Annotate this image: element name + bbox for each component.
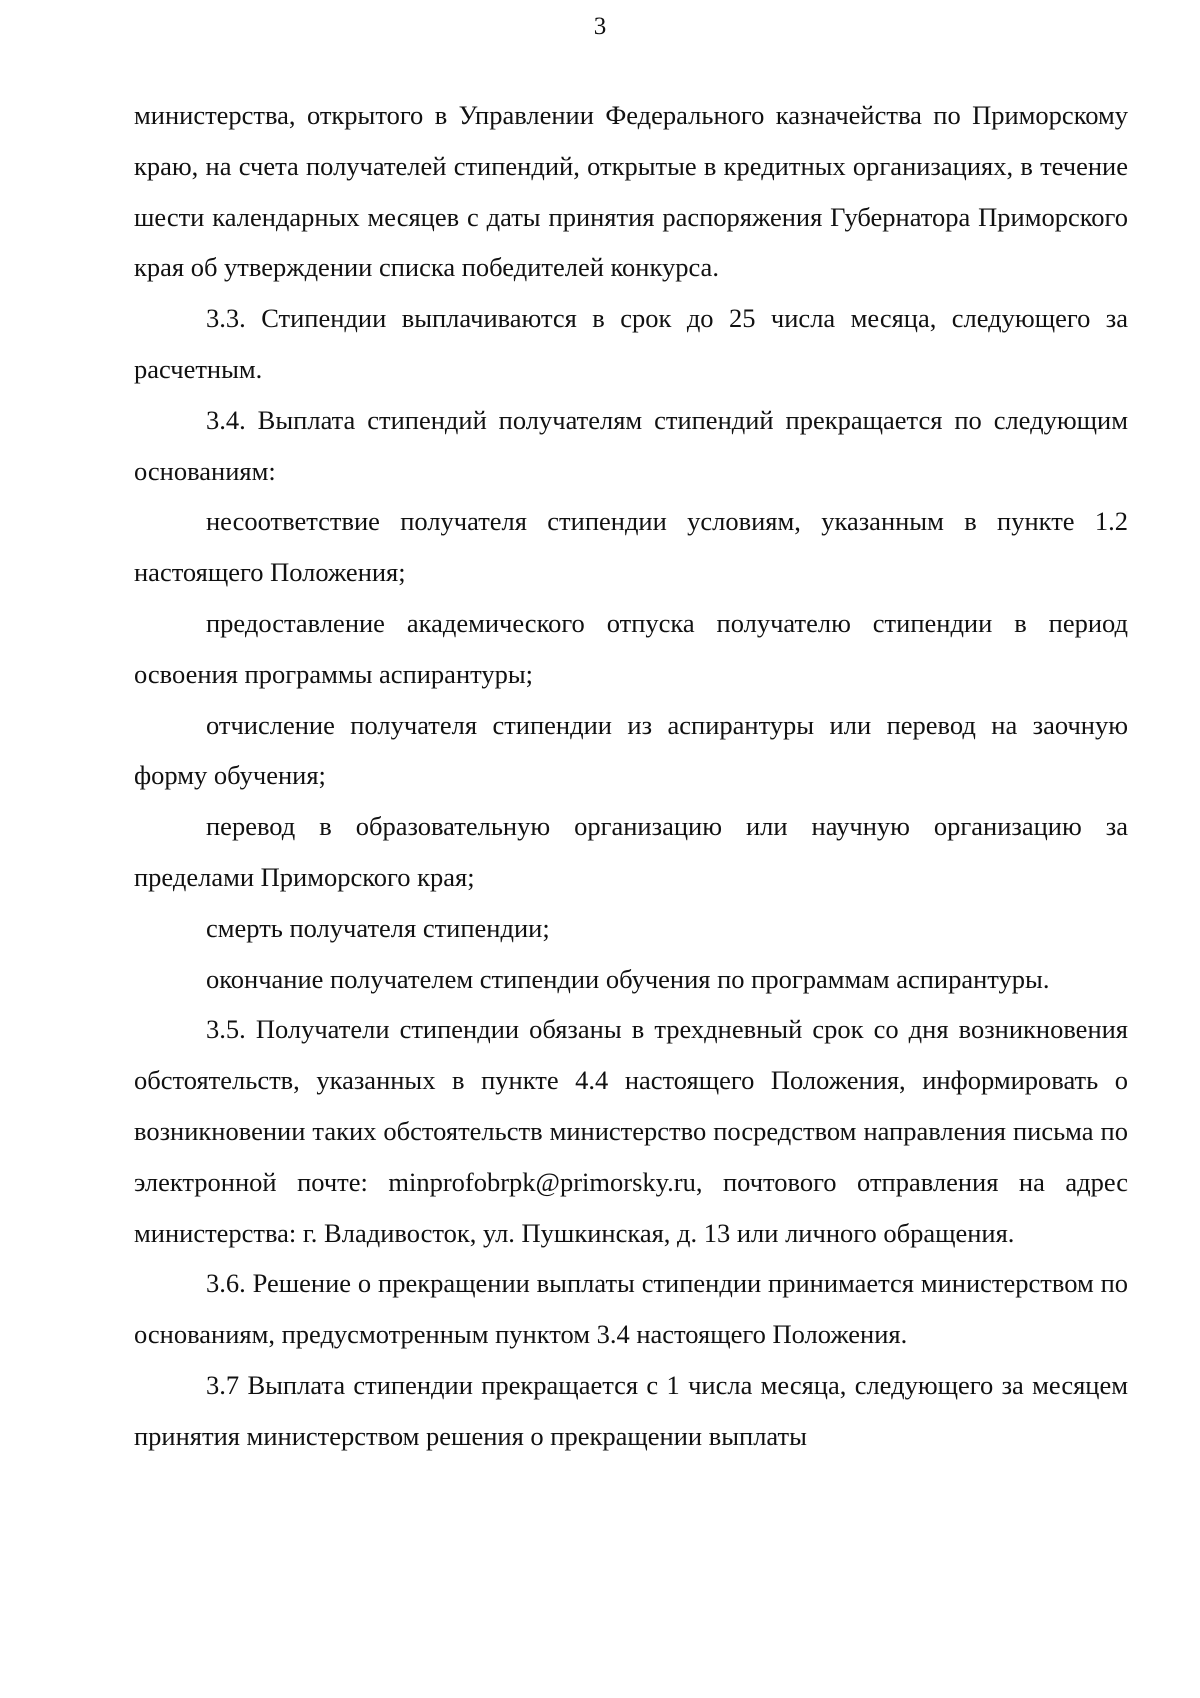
document-body bbox=[134, 90, 1128, 1462]
list-item-3-4-c: отчисление получателя стипендии из аспирантуры или перевод на заочную форму обучения; bbox=[134, 709, 1128, 791]
list-item-3-4-f: окончание получателем стипендии обучения по программам аспирантуры. bbox=[206, 963, 1050, 994]
paragraph-continuation: министерства, открытого в Управлении Федерального казначейства по Приморскому краю, на счета получателей стипендий, открытые в кредитных организациях, в течение шести календарных месяцев с даты принятия распоряжения Губернатора Приморского края об утверждении списка победителей конкурса. bbox=[134, 100, 1128, 283]
paragraph-3-6: 3.6. Решение о прекращении выплаты стипендии принимается министерством по основаниям, предусмотренным пунктом 3.4 настоящего Положения. bbox=[134, 1268, 1128, 1350]
paragraph-3-7: 3.7 Выплата стипендии прекращается с 1 числа месяца, следующего за месяцем принятия министерством решения о прекращении выплаты bbox=[134, 1369, 1128, 1451]
paragraph-3-3: 3.3. Стипендии выплачиваются в срок до 25 числа месяца, следующего за расчетным. bbox=[134, 303, 1128, 384]
paragraph-3-5: 3.5. Получатели стипендии обязаны в трехдневный срок со дня возникновения обстоятельств, указанных в пункте 4.4 настоящего Положения, информировать о возникновении таких обстоятельств министерство посредством направления письма по электронной почте: minprofobrpk@primorsky.ru, почтового отправления на адрес министерства: г. Владивосток, ул. Пушкинская, д. 13 или личного обращения. bbox=[134, 1014, 1128, 1248]
page-number: 3 bbox=[593, 13, 607, 40]
list-item-3-4-e: смерть получателя стипендии; bbox=[206, 912, 550, 943]
list-item-3-4-b: предоставление академического отпуска получателю стипендии в период освоения программы аспирантуры; bbox=[134, 607, 1128, 689]
paragraph-3-4: 3.4. Выплата стипендий получателям стипендий прекращается по следующим основаниям: bbox=[134, 404, 1128, 486]
list-item-3-4-d: перевод в образовательную организацию или научную организацию за пределами Приморского края; bbox=[134, 811, 1128, 892]
list-item-3-4-a: несоответствие получателя стипендии условиям, указанным в пункте 1.2 настоящего Положения; bbox=[134, 506, 1128, 588]
